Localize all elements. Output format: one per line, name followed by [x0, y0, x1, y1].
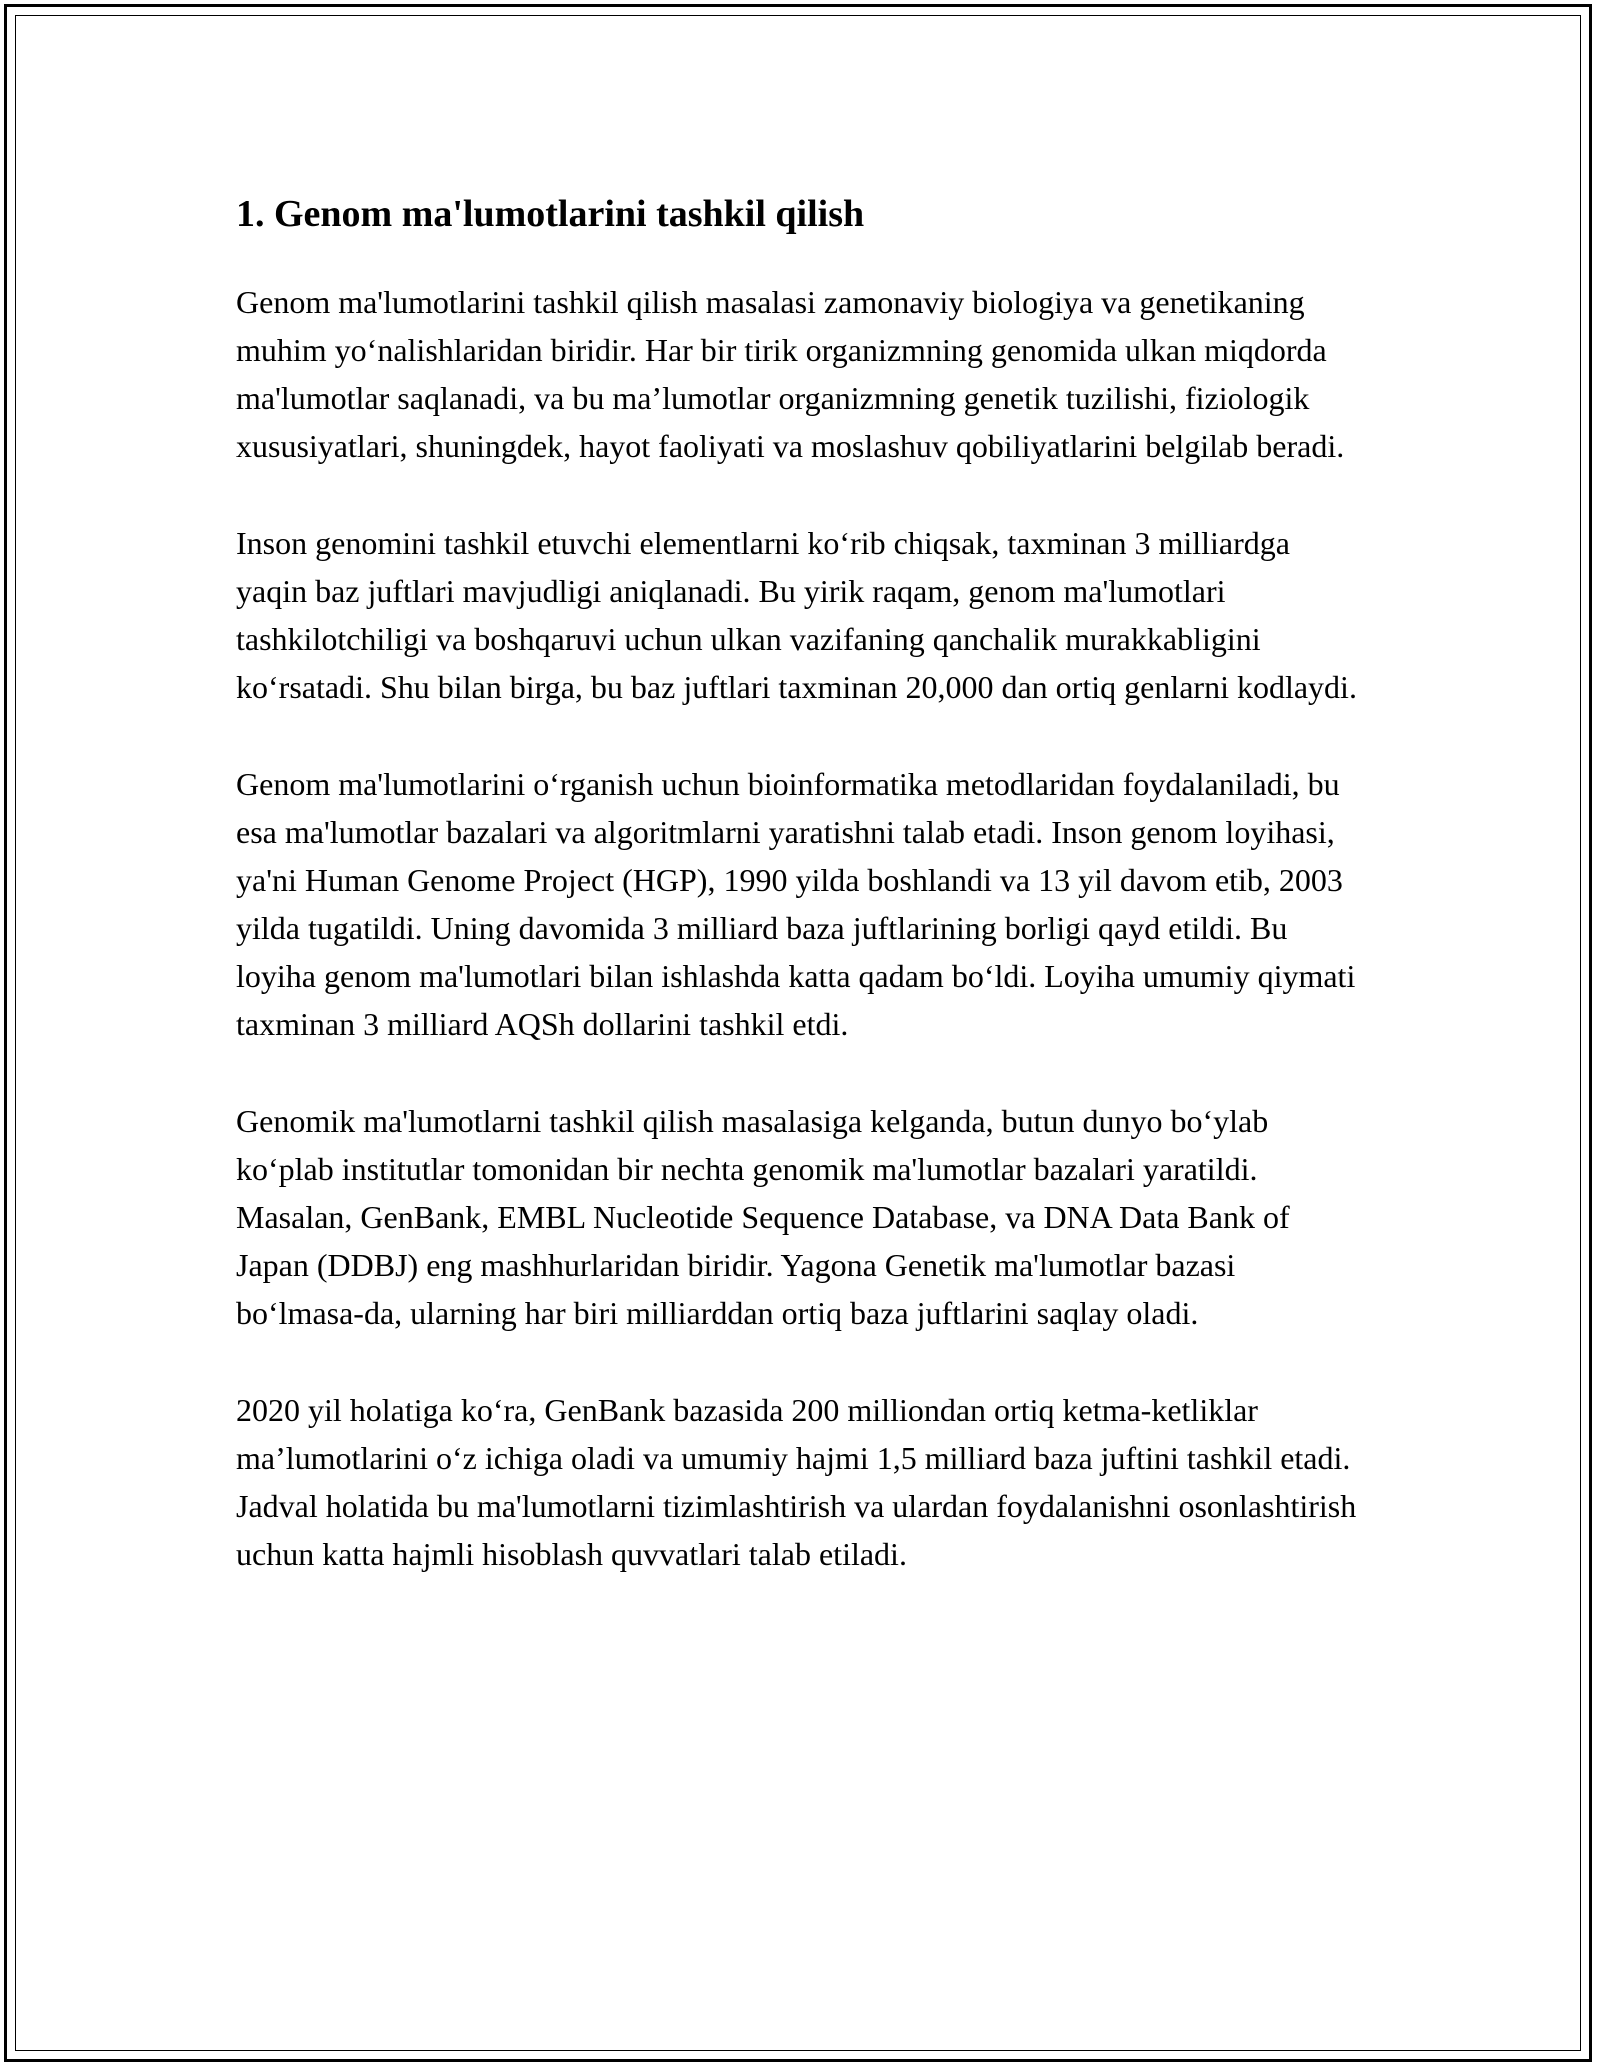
paragraph-1: Genom ma'lumotlarini tashkil qilish masalasi zamonaviy biologiya va genetikaning muhim yo‘nalishlaridan biridir. Har bir tirik organizmning genomida ulkan miqdorda ma'lumotlar saqlanadi, va bu ma’lumotlar organizmning genetik tuzilishi, fiziologik xususiyatlari, shuningdek, hayot faoliyati va moslashuv qobiliyatlarini belgilab beradi. [236, 284, 1345, 464]
section-heading: 1. Genom ma'lumotlarini tashkil qilish [236, 193, 865, 235]
paragraph-2: Inson genomini tashkil etuvchi elementlarni ko‘rib chiqsak, taxminan 3 milliardga yaqin baz juftlari mavjudligi aniqlanadi. Bu yirik raqam, genom ma'lumotlari tashkilotchiligi va boshqaruvi uchun ulkan vazifaning qanchalik murakkabligini ko‘rsatadi. Shu bilan birga, bu baz juftlari taxminan 20,000 dan ortiq genlarni kodlaydi. [236, 525, 1357, 705]
paragraph-4: Genomik ma'lumotlarni tashkil qilish masalasiga kelganda, butun dunyo bo‘ylab ko‘plab institutlar tomonidan bir nechta genomik ma'lumotlar bazalari yaratildi. Masalan, GenBank, EMBL Nucleotide Sequence Database, va DNA Data Bank of Japan (DDBJ) eng mashhurlaridan biridir. Yagona Genetik ma'lumotlar bazasi bo‘lmasa-da, ularning har biri milliarddan ortiq baza juftlarini saqlay oladi. [236, 1103, 1290, 1331]
paragraph-3: Genom ma'lumotlarini o‘rganish uchun bioinformatika metodlaridan foydalaniladi, bu esa ma'lumotlar bazalari va algoritmlarni yaratishni talab etadi. Inson genom loyihasi, ya'ni Human Genome Project (HGP), 1990 yilda boshlandi va 13 yil davom etib, 2003 yilda tugatildi. Uning davomida 3 milliard baza juftlarining borligi qayd etildi. Bu loyiha genom ma'lumotlari bilan ishlashda katta qadam bo‘ldi. Loyiha umumiy qiymati taxminan 3 milliard AQSh dollarini tashkil etdi. [236, 766, 1356, 1042]
document-body [236, 182, 1366, 1627]
paragraph-5: 2020 yil holatiga ko‘ra, GenBank bazasida 200 milliondan ortiq ketma-ketliklar ma’lumotlarini o‘z ichiga oladi va umumiy hajmi 1,5 milliard baza juftini tashkil etadi. Jadval holatida bu ma'lumotlarni tizimlashtirish va ulardan foydalanishni osonlashtirish uchun katta hajmli hisoblash quvvatlari talab etiladi. [236, 1392, 1357, 1572]
